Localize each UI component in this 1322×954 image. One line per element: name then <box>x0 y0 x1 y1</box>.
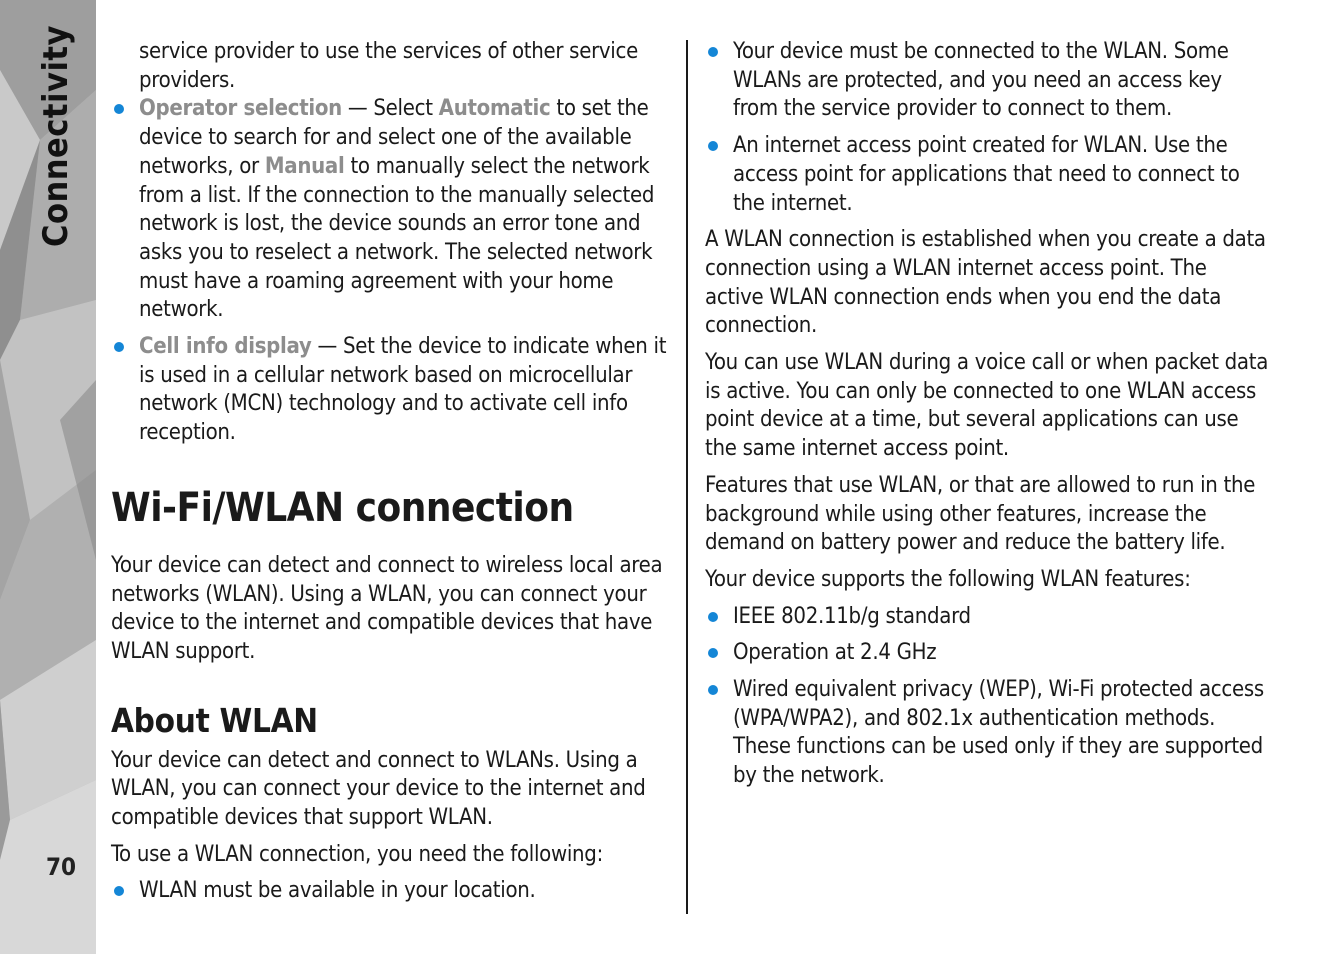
subsection-heading: About WLAN <box>111 700 318 740</box>
settings-list <box>111 95 676 447</box>
requirements-list <box>111 877 676 906</box>
list-item: WLAN must be available in your location. <box>111 877 676 906</box>
list-item-cell-info-display: Cell info display — Set the device to indicate when it is used in a cellular network based on microcellular network (MCN) technology and to activate cell info reception. <box>111 333 676 448</box>
features-list <box>705 603 1270 791</box>
right-column <box>705 38 1270 791</box>
section-heading: Wi-Fi/WLAN connection <box>111 484 574 531</box>
list-item: Wired equivalent privacy (WEP), Wi-Fi protected access (WPA/WPA2), and 802.1x authentication methods. These functions can be used only if they are supported by the network. <box>705 676 1270 791</box>
keyword-term: Cell info display <box>139 334 312 360</box>
list-item: IEEE 802.11b/g standard <box>705 603 1270 632</box>
requirements-list-continued <box>705 38 1270 218</box>
list-item: Operation at 2.4 GHz <box>705 639 1270 668</box>
list-item-operator-selection: Operator selection — Select Automatic to set the device to search for and select one of the available networks, or Manual to manually select the network from a list. If the connection to the manually selected network is lost, the device sounds an error tone and asks you to reselect a network. The selected network must have a roaming agreement with your home network. <box>111 95 676 325</box>
page-number: 70 <box>46 853 77 881</box>
keyword-term: Operator selection <box>139 96 342 122</box>
body-paragraph: Features that use WLAN, or that are allowed to run in the background while using other features, increase the demand on battery power and reduce the battery life. <box>705 472 1256 556</box>
about-paragraph-2: To use a WLAN connection, you need the following: <box>111 841 603 867</box>
body-paragraph: Your device supports the following WLAN features: <box>705 566 1191 592</box>
column-divider <box>686 40 688 914</box>
continued-text: service provider to use the services of other service providers. <box>139 39 638 93</box>
section-tab-label: Connectivity <box>36 25 76 247</box>
body-paragraph: A WLAN connection is established when you create a data connection using a WLAN internet access point. The active WLAN connection ends when you end the data connection. <box>705 227 1266 339</box>
body-paragraph: You can use WLAN during a voice call or when packet data is active. You can only be connected to one WLAN access point device at a time, but several applications can use the same internet access point. <box>705 350 1269 462</box>
keyword-automatic: Automatic <box>438 96 551 122</box>
keyword-manual: Manual <box>264 153 345 179</box>
sidebar-decoration <box>0 0 96 954</box>
about-paragraph-1: Your device can detect and connect to WLANs. Using a WLAN, you can connect your device to the internet and compatible devices that support WLAN. <box>111 747 646 831</box>
list-item: Your device must be connected to the WLAN. Some WLANs are protected, and you need an access key from the service provider to connect to them. <box>705 38 1270 124</box>
left-column <box>111 38 676 914</box>
list-item: An internet access point created for WLAN. Use the access point for applications that need to connect to the internet. <box>705 132 1270 218</box>
intro-paragraph: Your device can detect and connect to wireless local area networks (WLAN). Using a WLAN, you can connect your device to the internet and compatible devices that have WLAN support. <box>111 552 663 664</box>
